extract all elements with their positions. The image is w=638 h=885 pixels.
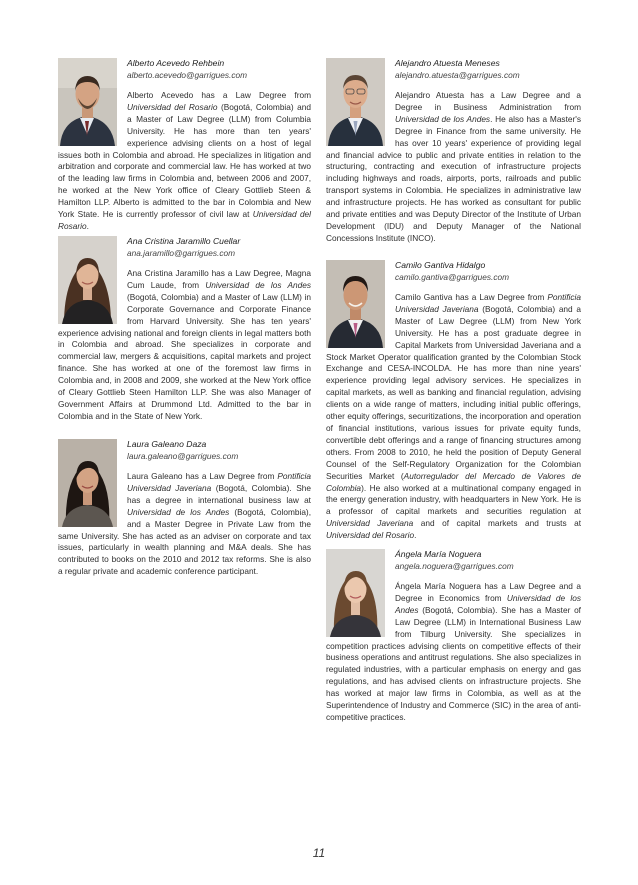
- bio-text: (Bogotá, Colombia) and a Master of Law Degree (LLM) from New York University. He has a post graduate degree in Capital Markets from Universidad Javeriana and a Stock Market Operator qualification granted by the Colombian Stock Exchange and CESA-INCOLDA. He has more than nine years' experience providing legal advisory services. He specializes in capital markets, as well as banking and financial regulation, advising clients on a wide range of matters, including initial public offerings, other equity offerings, securitizations, the incorporation and operation of financial institutions, various issues for private equity funds, convertible debt offerings and a range of financing structures among others. From 2008 to 2010, he held the position of Deputy General Counsel of the Self-Regulatory Organization for the Colombian Securities Market (: [326, 303, 581, 481]
- profile-name: Camilo Gantiva Hidalgo: [395, 260, 486, 270]
- bio-text: Ángela María Noguera has a Law Degree and a Degree in Economics from: [395, 581, 581, 603]
- bio-emphasis: Autorregulador del Mercado de Valores de Colombia: [326, 470, 581, 493]
- bio-text: Ana Cristina Jaramillo has a Law Degree, Magna Cum Laude, from: [127, 268, 311, 290]
- bio-text: Laura Galeano has a Law Degree from: [127, 471, 278, 481]
- profile-email[interactable]: laura.galeano@garrigues.com: [127, 451, 239, 461]
- profile-name: Laura Galeano Daza: [127, 439, 207, 449]
- bio-text: and of capital markets and trusts at: [413, 518, 581, 529]
- bio-emphasis: Universidad del Rosario: [58, 209, 312, 231]
- bio-text: (Bogotá, Colombia) and a Master of Law Degree (LLM) from Columbia University. He has more than ten years' experience advising clients on a host of legal issues both in Colombia and abroad. He specializes in litigation and arbitration and corporate and commercial law. He has worked at two of the leading law firms in Colombia and, between 2006 and 2007, he worked at the New York office of Cleary Gottlieb Steen & Hamilton LLP. Alberto is admitted to the bar in Colombia and New York State. He is currently professor of civil law at: [58, 101, 311, 220]
- bio-emphasis: Universidad del Rosario: [127, 101, 218, 112]
- bio-emphasis: Pontificia Universidad Javeriana: [127, 471, 311, 493]
- profile-email[interactable]: alejandro.atuesta@garrigues.com: [395, 70, 520, 80]
- bio-text: . He also has a Master's Degree in Finance from the same university. He has over 10 years' experience of providing legal and financial advice to public and private entities in relation to the structuring, contracting and execution of infrastructure projects including highways and roads, airports, ports, railroads and public transport systems in Colombia. He specializes in administrative law and infrastructure projects. He has worked as consultant for public and private entities and was Deputy Director of the Institute of Urban Development (IDU) and Deputy Manager of the National Concessions Institute (INCO).: [326, 113, 581, 243]
- profile-laura-galeano: [58, 438, 311, 578]
- bio-text: (Bogotá, Colombia) and a Master of Law (LLM) in Corporate Governance and Corporate Finance from Harvard University. She has ten years' experience advising national and foreign clients in legal matters both in Colombia and abroad. She specializes in corporate and commercial law, mergers & acquisitions, capital markets and project finance. She has worked at one of the foremost law firms in Colombia and, in 2008 and 2009, she worked at the New York office of Cleary Gottlieb Steen Hamilton LLP. She was also Manager of Government Affairs at Drummond Ltd. Admitted to the bar in Colombia and in the State of New York.: [58, 291, 311, 421]
- bio-text: Camilo Gantiva has a Law Degree from: [395, 292, 548, 302]
- bio-emphasis: Universidad de los Andes: [127, 506, 230, 517]
- bio-text: ). He also worked at a multinational company engaged in the energy generation industry, with headquarters in New York. He is a professor of capital markets and securities regulation at: [326, 482, 581, 517]
- bio-text: (Bogotá, Colombia), and a Master Degree in Private Law from the same University. She has acted as an adviser on corporate and tax issues, particularly in wealth planning and M&A deals. She has contributed to books on the 2010 and 2012 tax reforms. She is also a regular private and academic conference participant.: [58, 506, 312, 577]
- bio-text: Alberto Acevedo has a Law Degree from: [127, 90, 311, 100]
- bio-emphasis: Universidad de los Andes: [395, 113, 491, 124]
- profile-angela-noguera: [326, 548, 581, 724]
- bio-emphasis: Universidad de los Andes: [395, 592, 581, 615]
- portrait-photo: [326, 549, 385, 637]
- bio-text: Alejandro Atuesta has a Law Degree and a Degree in Business Administration from: [395, 90, 581, 112]
- portrait-photo: [58, 236, 117, 324]
- profile-name: Ana Cristina Jaramillo Cuellar: [127, 236, 241, 246]
- profile-email[interactable]: camilo.gantiva@garrigues.com: [395, 272, 510, 282]
- portrait-photo: [326, 260, 385, 348]
- bio-emphasis: Pontificia Universidad Javeriana: [395, 292, 581, 314]
- bio-text: (Bogotá, Colombia). She has a degree in international business law at: [127, 482, 311, 505]
- profile-alejandro-atuesta: [326, 57, 581, 245]
- portrait-photo: [326, 58, 385, 146]
- bio-text: (Bogotá, Colombia). She has a Master of Law Degree (LLM) in International Business Law from Tilburg University. She specializes in competition practices advising clients on competitive effects of their business operations and antitrust regulations. She also specializes in regulated industries, with a particular emphasis on energy and gas regulations, and has advised clients on infrastructure projects. She has worked at major law firms in Colombia, as well as at the Superintendence of Industry and Commerce (SIC) in the area of anti-competitive practices.: [326, 604, 581, 722]
- profile-email[interactable]: ana.jaramillo@garrigues.com: [127, 248, 236, 258]
- bio-text: .: [414, 530, 417, 541]
- profile-alberto-acevedo: [58, 57, 311, 233]
- profile-name: Alejandro Atuesta Meneses: [395, 58, 500, 68]
- profile-name: Ángela María Noguera: [395, 549, 482, 559]
- profile-camilo-gantiva: [326, 259, 581, 542]
- bio-emphasis: Universidad del Rosario: [326, 530, 415, 541]
- bio-text: .: [86, 220, 89, 231]
- profile-name: Alberto Acevedo Rehbein: [127, 58, 225, 68]
- bio-emphasis: Universidad Javeriana: [326, 518, 414, 529]
- profile-ana-cristina-jaramillo: [58, 235, 311, 423]
- portrait-photo: [58, 58, 117, 146]
- bio-emphasis: Universidad de los Andes: [205, 279, 311, 290]
- page-number: 11: [312, 846, 326, 860]
- portrait-photo: [58, 439, 117, 527]
- profile-email[interactable]: alberto.acevedo@garrigues.com: [127, 70, 248, 80]
- profile-email[interactable]: angela.noguera@garrigues.com: [395, 561, 514, 571]
